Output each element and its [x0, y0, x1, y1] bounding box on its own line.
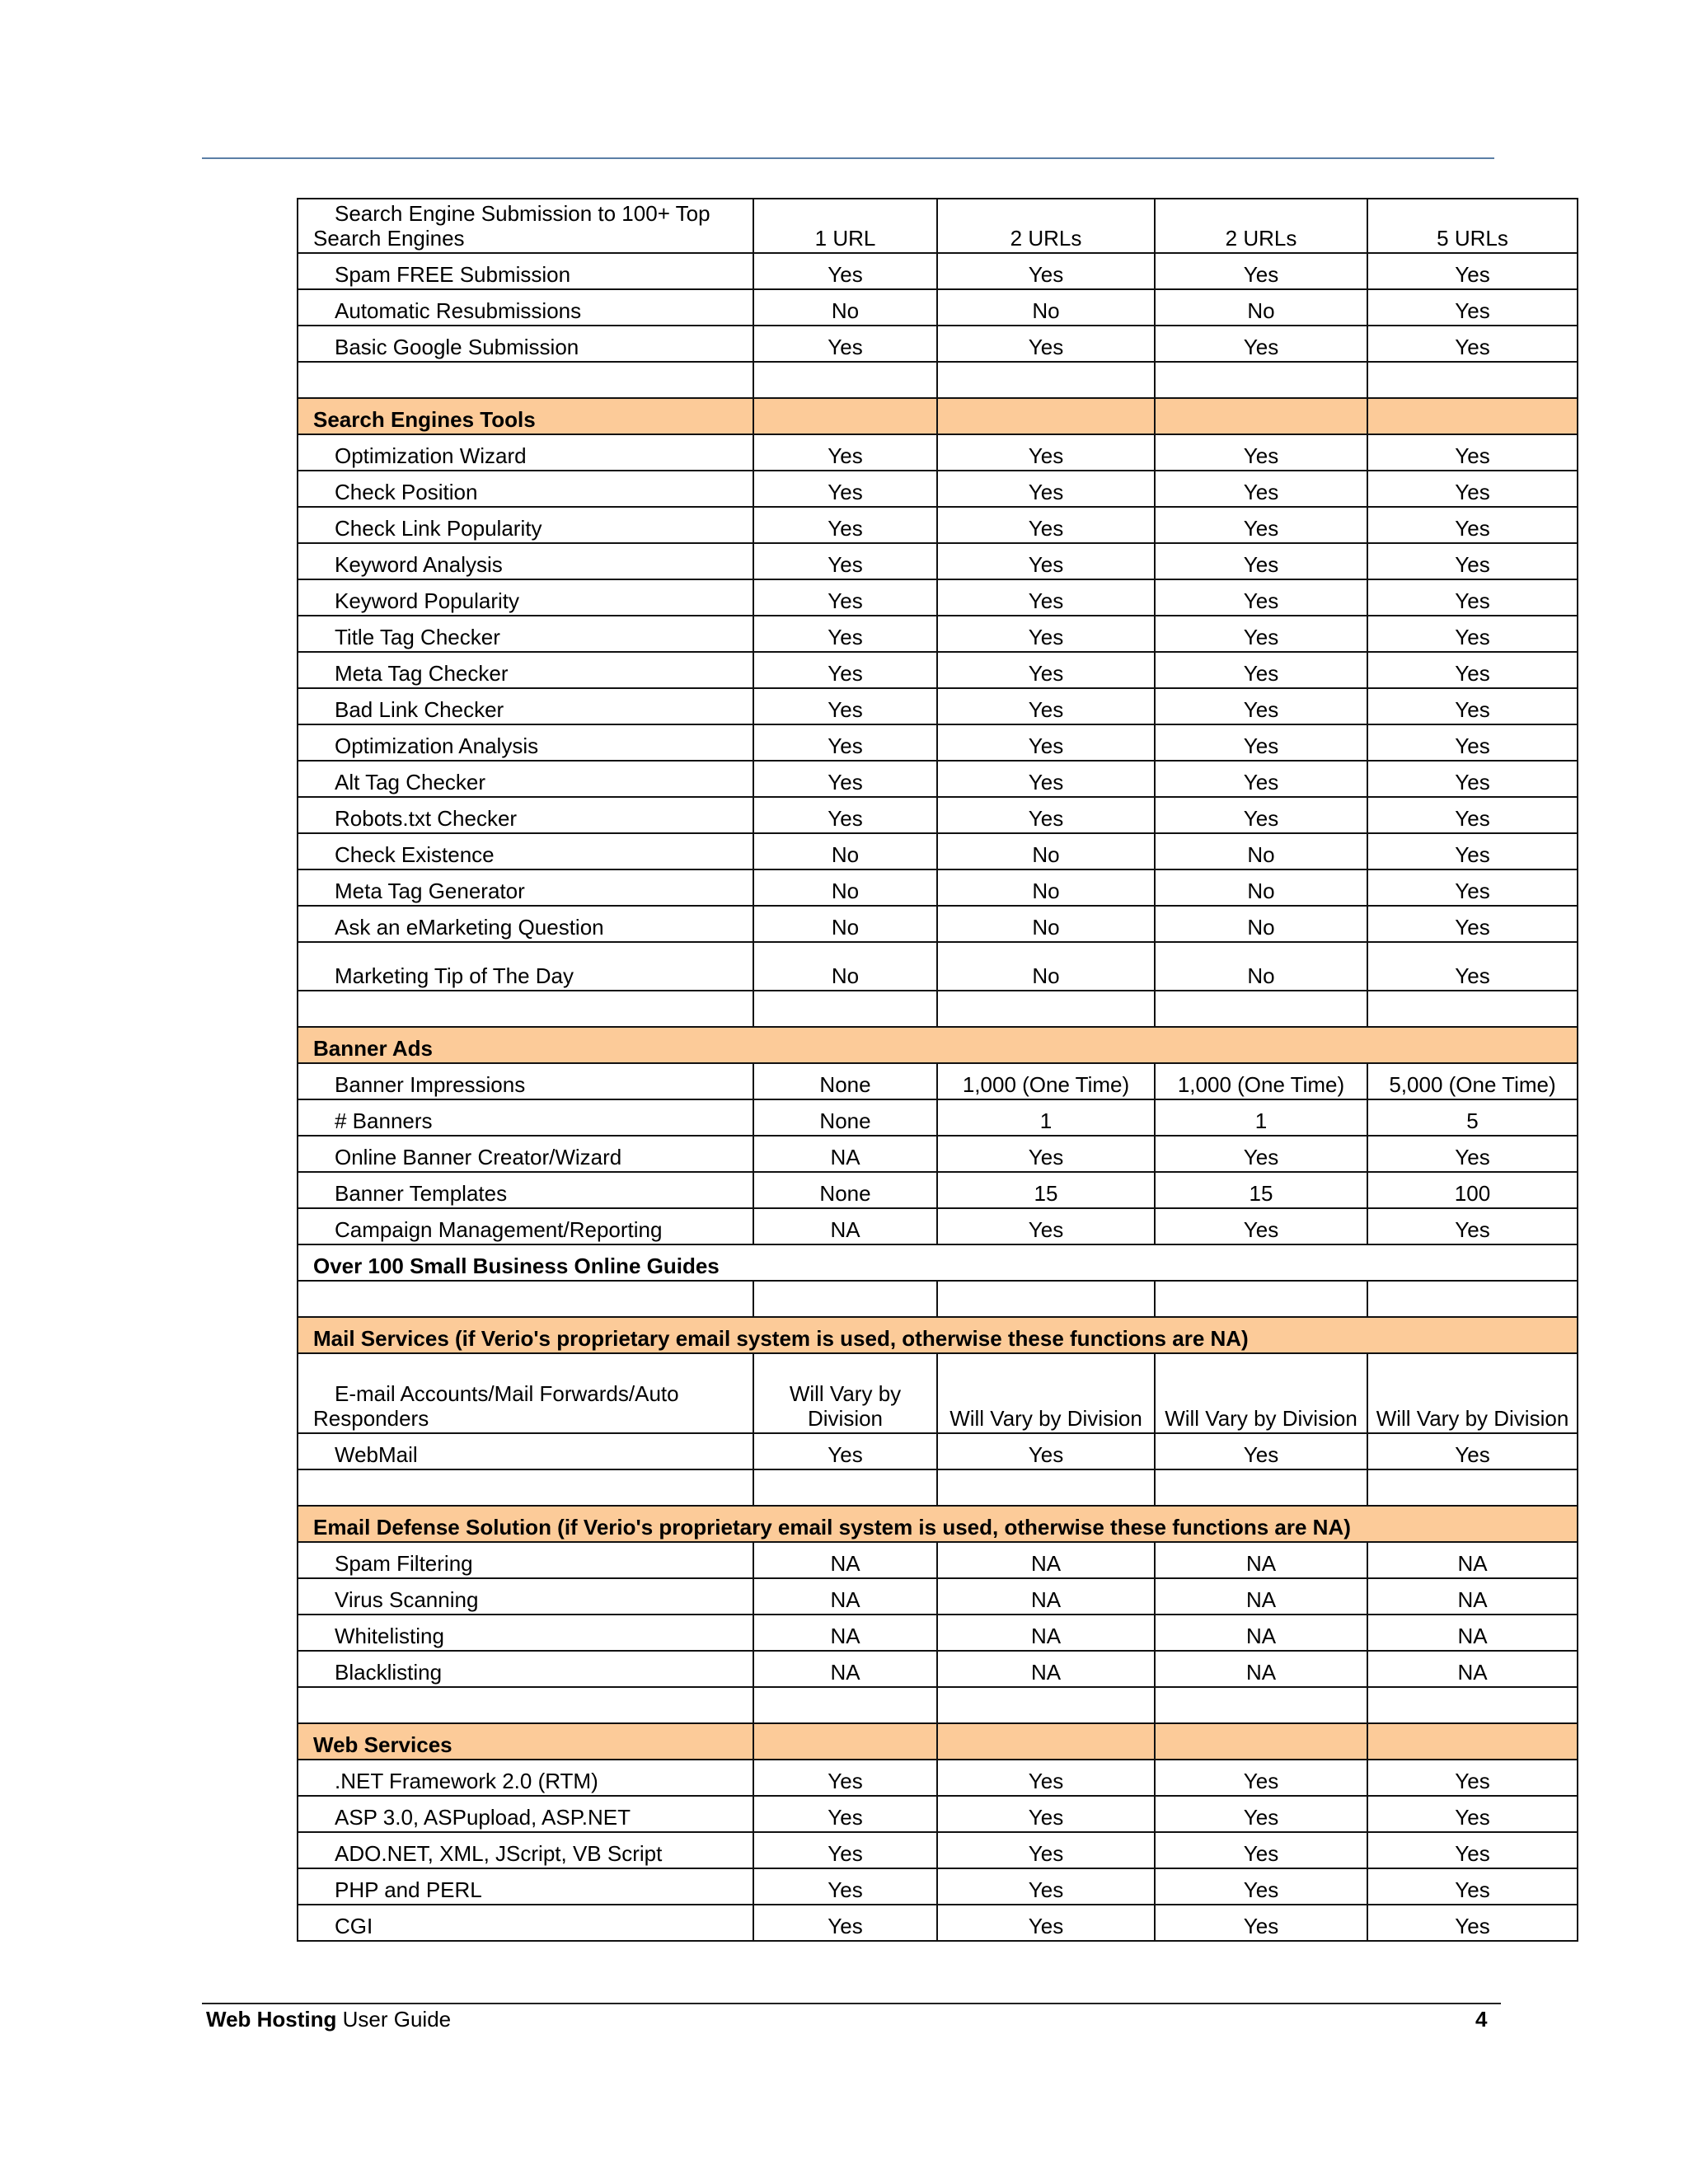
value-cell: No: [937, 906, 1155, 942]
value-cell: No: [753, 869, 937, 906]
feature-cell: CGI: [298, 1905, 753, 1941]
value-cell: Yes: [1367, 326, 1578, 362]
value-cell: Yes: [1367, 906, 1578, 942]
value-cell: Yes: [937, 326, 1155, 362]
value-cell: Yes: [1367, 1208, 1578, 1244]
value-cell: Yes: [1155, 1796, 1367, 1832]
table-row: [298, 543, 1578, 579]
feature-cell: Automatic Resubmissions: [298, 289, 753, 326]
value-cell: No: [753, 833, 937, 869]
empty-cell: [937, 1281, 1155, 1317]
value-cell: Yes: [1367, 507, 1578, 543]
empty-cell: [753, 991, 937, 1027]
value-cell: NA: [753, 1542, 937, 1578]
value-cell: Yes: [753, 434, 937, 471]
value-cell: Yes: [1155, 1905, 1367, 1941]
spacer-row: [298, 991, 1578, 1027]
value-cell: No: [1155, 906, 1367, 942]
feature-cell: Spam FREE Submission: [298, 253, 753, 289]
table-row: [298, 1796, 1578, 1832]
value-cell: NA: [753, 1136, 937, 1172]
value-cell: Yes: [937, 1905, 1155, 1941]
value-cell: NA: [1155, 1578, 1367, 1615]
feature-cell: Meta Tag Checker: [298, 652, 753, 688]
value-cell: Yes: [753, 1760, 937, 1796]
section-fill-cell: [937, 398, 1155, 434]
value-cell: Yes: [1367, 1832, 1578, 1868]
value-cell: Yes: [753, 253, 937, 289]
section-title: Web Services: [298, 1723, 753, 1760]
value-cell: NA: [1155, 1651, 1367, 1687]
value-cell: Yes: [1155, 1208, 1367, 1244]
value-cell: 1: [937, 1099, 1155, 1136]
value-cell: No: [937, 833, 1155, 869]
value-cell: Will Vary by Division: [937, 1353, 1155, 1433]
value-cell: Yes: [753, 579, 937, 616]
feature-cell: Keyword Popularity: [298, 579, 753, 616]
table-row: [298, 1760, 1578, 1796]
table-row: [298, 906, 1578, 942]
empty-cell: [753, 1281, 937, 1317]
value-cell: Yes: [937, 471, 1155, 507]
value-cell: Yes: [1367, 688, 1578, 724]
empty-cell: [1155, 362, 1367, 398]
value-cell: Yes: [937, 1136, 1155, 1172]
section-fill-cell: [1367, 398, 1578, 434]
value-cell: Yes: [1155, 652, 1367, 688]
empty-cell: [1367, 1687, 1578, 1723]
value-cell: Yes: [937, 543, 1155, 579]
value-cell: Yes: [937, 724, 1155, 761]
value-cell: NA: [937, 1651, 1155, 1687]
feature-cell: ASP 3.0, ASPupload, ASP.NET: [298, 1796, 753, 1832]
value-cell: Yes: [1367, 1868, 1578, 1905]
section-fill-cell: [937, 1723, 1155, 1760]
section-title: Mail Services (if Verio's proprietary email system is used, otherwise these functions are NA): [298, 1317, 1578, 1353]
table-row: [298, 833, 1578, 869]
value-cell: Yes: [1367, 1760, 1578, 1796]
empty-cell: [937, 991, 1155, 1027]
value-cell: 100: [1367, 1172, 1578, 1208]
empty-cell: [753, 1687, 937, 1723]
table-row: [298, 1578, 1578, 1615]
empty-cell: [937, 1687, 1155, 1723]
value-cell: Yes: [937, 253, 1155, 289]
feature-cell: Whitelisting: [298, 1615, 753, 1651]
feature-cell: Check Existence: [298, 833, 753, 869]
value-cell: 15: [1155, 1172, 1367, 1208]
value-cell: 1 URL: [753, 199, 937, 253]
table-row: [298, 507, 1578, 543]
value-cell: Yes: [937, 797, 1155, 833]
value-cell: Yes: [753, 688, 937, 724]
section-title: Search Engines Tools: [298, 398, 753, 434]
table-row: [298, 797, 1578, 833]
empty-cell: [298, 1281, 753, 1317]
value-cell: Yes: [753, 1868, 937, 1905]
value-cell: Yes: [937, 434, 1155, 471]
value-cell: Yes: [753, 652, 937, 688]
value-cell: Yes: [937, 761, 1155, 797]
table-row: [298, 289, 1578, 326]
table-row: [298, 1136, 1578, 1172]
value-cell: NA: [753, 1651, 937, 1687]
value-cell: 5 URLs: [1367, 199, 1578, 253]
value-cell: NA: [937, 1542, 1155, 1578]
section-fill-cell: [1367, 1723, 1578, 1760]
value-cell: NA: [1367, 1542, 1578, 1578]
value-cell: Yes: [1155, 761, 1367, 797]
value-cell: NA: [1367, 1578, 1578, 1615]
value-cell: Yes: [1367, 1433, 1578, 1469]
empty-cell: [937, 362, 1155, 398]
value-cell: Yes: [753, 471, 937, 507]
feature-cell: Check Position: [298, 471, 753, 507]
value-cell: No: [1155, 869, 1367, 906]
table-row: [298, 253, 1578, 289]
table-row: [298, 869, 1578, 906]
empty-cell: [1155, 1281, 1367, 1317]
footer-rule: [202, 2003, 1501, 2004]
value-cell: Yes: [1155, 507, 1367, 543]
empty-cell: [298, 1687, 753, 1723]
footer-title: [206, 2007, 451, 2032]
value-cell: Yes: [1367, 543, 1578, 579]
section-header-row: [298, 1506, 1578, 1542]
feature-cell: Ask an eMarketing Question: [298, 906, 753, 942]
value-cell: No: [937, 942, 1155, 991]
table-row: [298, 724, 1578, 761]
value-cell: Yes: [1367, 942, 1578, 991]
value-cell: Yes: [1155, 1832, 1367, 1868]
empty-cell: [1155, 1687, 1367, 1723]
value-cell: Yes: [1155, 688, 1367, 724]
table-row: [298, 1905, 1578, 1941]
value-cell: Yes: [1367, 289, 1578, 326]
value-cell: Yes: [937, 1832, 1155, 1868]
feature-cell: Virus Scanning: [298, 1578, 753, 1615]
value-cell: Will Vary by Division: [753, 1353, 937, 1433]
value-cell: Yes: [937, 507, 1155, 543]
value-cell: 1: [1155, 1099, 1367, 1136]
table-row: [298, 1099, 1578, 1136]
feature-cell: PHP and PERL: [298, 1868, 753, 1905]
value-cell: Yes: [1367, 253, 1578, 289]
feature-cell: .NET Framework 2.0 (RTM): [298, 1760, 753, 1796]
table-row: [298, 1063, 1578, 1099]
empty-cell: [298, 362, 753, 398]
table-row: [298, 1172, 1578, 1208]
value-cell: Yes: [1367, 652, 1578, 688]
section-header-row: [298, 398, 1578, 434]
value-cell: Yes: [753, 1796, 937, 1832]
value-cell: NA: [753, 1578, 937, 1615]
empty-cell: [1367, 1469, 1578, 1506]
value-cell: Yes: [753, 1433, 937, 1469]
value-cell: Yes: [1155, 253, 1367, 289]
value-cell: Yes: [1155, 579, 1367, 616]
feature-cell: E-mail Accounts/Mail Forwards/Auto Responders: [298, 1353, 753, 1433]
value-cell: Yes: [937, 1796, 1155, 1832]
value-cell: 5: [1367, 1099, 1578, 1136]
value-cell: Yes: [1155, 434, 1367, 471]
table-row: [298, 1353, 1578, 1433]
feature-cell: Blacklisting: [298, 1651, 753, 1687]
value-cell: No: [753, 942, 937, 991]
value-cell: Yes: [937, 1208, 1155, 1244]
table-row: [298, 1868, 1578, 1905]
value-cell: No: [1155, 833, 1367, 869]
table-row: [298, 1651, 1578, 1687]
empty-cell: [753, 1469, 937, 1506]
feature-cell: Bad Link Checker: [298, 688, 753, 724]
table-row: [298, 1615, 1578, 1651]
value-cell: Yes: [1367, 616, 1578, 652]
empty-cell: [1367, 362, 1578, 398]
value-cell: Yes: [753, 724, 937, 761]
feature-cell: # Banners: [298, 1099, 753, 1136]
feature-cell: Marketing Tip of The Day: [298, 942, 753, 991]
value-cell: Yes: [753, 326, 937, 362]
spacer-row: [298, 362, 1578, 398]
table-row: [298, 1542, 1578, 1578]
table-row: [298, 579, 1578, 616]
table-row: [298, 942, 1578, 991]
feature-cell: Keyword Analysis: [298, 543, 753, 579]
value-cell: Yes: [1367, 471, 1578, 507]
value-cell: Yes: [1155, 471, 1367, 507]
empty-cell: [937, 1469, 1155, 1506]
value-cell: NA: [1155, 1542, 1367, 1578]
value-cell: Yes: [1155, 1433, 1367, 1469]
page-number: 4: [1475, 2007, 1488, 2032]
value-cell: Yes: [937, 1868, 1155, 1905]
feature-cell: Check Link Popularity: [298, 507, 753, 543]
guides-row: [298, 1244, 1578, 1281]
value-cell: Yes: [937, 688, 1155, 724]
value-cell: Yes: [937, 1433, 1155, 1469]
feature-cell: Optimization Analysis: [298, 724, 753, 761]
value-cell: Yes: [753, 543, 937, 579]
table-row: [298, 434, 1578, 471]
empty-cell: [753, 362, 937, 398]
empty-cell: [1155, 991, 1367, 1027]
table-row: [298, 616, 1578, 652]
empty-cell: [1367, 991, 1578, 1027]
table-row: [298, 1433, 1578, 1469]
value-cell: 1,000 (One Time): [1155, 1063, 1367, 1099]
feature-cell: Meta Tag Generator: [298, 869, 753, 906]
value-cell: Yes: [1367, 797, 1578, 833]
feature-cell: WebMail: [298, 1433, 753, 1469]
empty-cell: [1155, 1469, 1367, 1506]
value-cell: Yes: [1367, 1905, 1578, 1941]
value-cell: Yes: [753, 616, 937, 652]
value-cell: Yes: [1155, 797, 1367, 833]
spacer-row: [298, 1469, 1578, 1506]
value-cell: NA: [937, 1615, 1155, 1651]
value-cell: No: [1155, 289, 1367, 326]
value-cell: None: [753, 1172, 937, 1208]
value-cell: 2 URLs: [1155, 199, 1367, 253]
value-cell: None: [753, 1063, 937, 1099]
section-title: Banner Ads: [298, 1027, 1578, 1063]
value-cell: NA: [753, 1615, 937, 1651]
value-cell: 15: [937, 1172, 1155, 1208]
value-cell: No: [937, 289, 1155, 326]
value-cell: Yes: [1155, 1868, 1367, 1905]
value-cell: Yes: [937, 1760, 1155, 1796]
spacer-row: [298, 1687, 1578, 1723]
feature-cell: Spam Filtering: [298, 1542, 753, 1578]
value-cell: No: [937, 869, 1155, 906]
feature-cell: Title Tag Checker: [298, 616, 753, 652]
value-cell: NA: [937, 1578, 1155, 1615]
value-cell: NA: [753, 1208, 937, 1244]
section-header-row: [298, 1723, 1578, 1760]
feature-cell: Search Engine Submission to 100+ Top Search Engines: [298, 199, 753, 253]
value-cell: Yes: [753, 1905, 937, 1941]
value-cell: Yes: [937, 579, 1155, 616]
value-cell: Yes: [937, 616, 1155, 652]
feature-cell: Banner Impressions: [298, 1063, 753, 1099]
spacer-row: [298, 1281, 1578, 1317]
feature-cell: Campaign Management/Reporting: [298, 1208, 753, 1244]
value-cell: NA: [1367, 1651, 1578, 1687]
value-cell: Yes: [1155, 616, 1367, 652]
empty-cell: [298, 1469, 753, 1506]
value-cell: Yes: [1155, 326, 1367, 362]
feature-cell: Banner Templates: [298, 1172, 753, 1208]
value-cell: Yes: [937, 652, 1155, 688]
table-row: [298, 326, 1578, 362]
value-cell: Yes: [1155, 543, 1367, 579]
section-fill-cell: [753, 1723, 937, 1760]
value-cell: Yes: [1155, 724, 1367, 761]
table-row: [298, 471, 1578, 507]
feature-cell: Robots.txt Checker: [298, 797, 753, 833]
table-row: [298, 761, 1578, 797]
value-cell: Yes: [1367, 1136, 1578, 1172]
feature-cell: Optimization Wizard: [298, 434, 753, 471]
value-cell: 2 URLs: [937, 199, 1155, 253]
value-cell: Yes: [753, 1832, 937, 1868]
feature-comparison-table: [297, 198, 1578, 1942]
section-fill-cell: [753, 398, 937, 434]
value-cell: No: [1155, 942, 1367, 991]
guides-label: Over 100 Small Business Online Guides: [298, 1244, 1578, 1281]
value-cell: Yes: [753, 761, 937, 797]
value-cell: No: [753, 289, 937, 326]
table-row: [298, 199, 1578, 253]
value-cell: Will Vary by Division: [1367, 1353, 1578, 1433]
feature-cell: Online Banner Creator/Wizard: [298, 1136, 753, 1172]
value-cell: No: [753, 906, 937, 942]
feature-cell: ADO.NET, XML, JScript, VB Script: [298, 1832, 753, 1868]
section-title: Email Defense Solution (if Verio's proprietary email system is used, otherwise these functions are NA): [298, 1506, 1578, 1542]
value-cell: 5,000 (One Time): [1367, 1063, 1578, 1099]
value-cell: NA: [1367, 1615, 1578, 1651]
empty-cell: [1367, 1281, 1578, 1317]
value-cell: 1,000 (One Time): [937, 1063, 1155, 1099]
value-cell: None: [753, 1099, 937, 1136]
value-cell: Yes: [1367, 761, 1578, 797]
table-row: [298, 1208, 1578, 1244]
value-cell: Yes: [1367, 579, 1578, 616]
value-cell: Yes: [753, 797, 937, 833]
section-header-row: [298, 1317, 1578, 1353]
value-cell: Yes: [1155, 1760, 1367, 1796]
value-cell: Yes: [1367, 869, 1578, 906]
footer-title-bold: Web Hosting: [206, 2007, 337, 2032]
table-row: [298, 688, 1578, 724]
header-rule: [202, 157, 1494, 159]
value-cell: Yes: [1367, 724, 1578, 761]
feature-cell: Basic Google Submission: [298, 326, 753, 362]
feature-cell: Alt Tag Checker: [298, 761, 753, 797]
footer-title-rest: User Guide: [336, 2007, 452, 2032]
section-fill-cell: [1155, 398, 1367, 434]
value-cell: Yes: [1367, 833, 1578, 869]
value-cell: Yes: [1367, 1796, 1578, 1832]
value-cell: Will Vary by Division: [1155, 1353, 1367, 1433]
value-cell: Yes: [1367, 434, 1578, 471]
value-cell: Yes: [753, 507, 937, 543]
table-row: [298, 652, 1578, 688]
empty-cell: [298, 991, 753, 1027]
value-cell: NA: [1155, 1615, 1367, 1651]
value-cell: Yes: [1155, 1136, 1367, 1172]
table-row: [298, 1832, 1578, 1868]
section-header-row: [298, 1027, 1578, 1063]
section-fill-cell: [1155, 1723, 1367, 1760]
